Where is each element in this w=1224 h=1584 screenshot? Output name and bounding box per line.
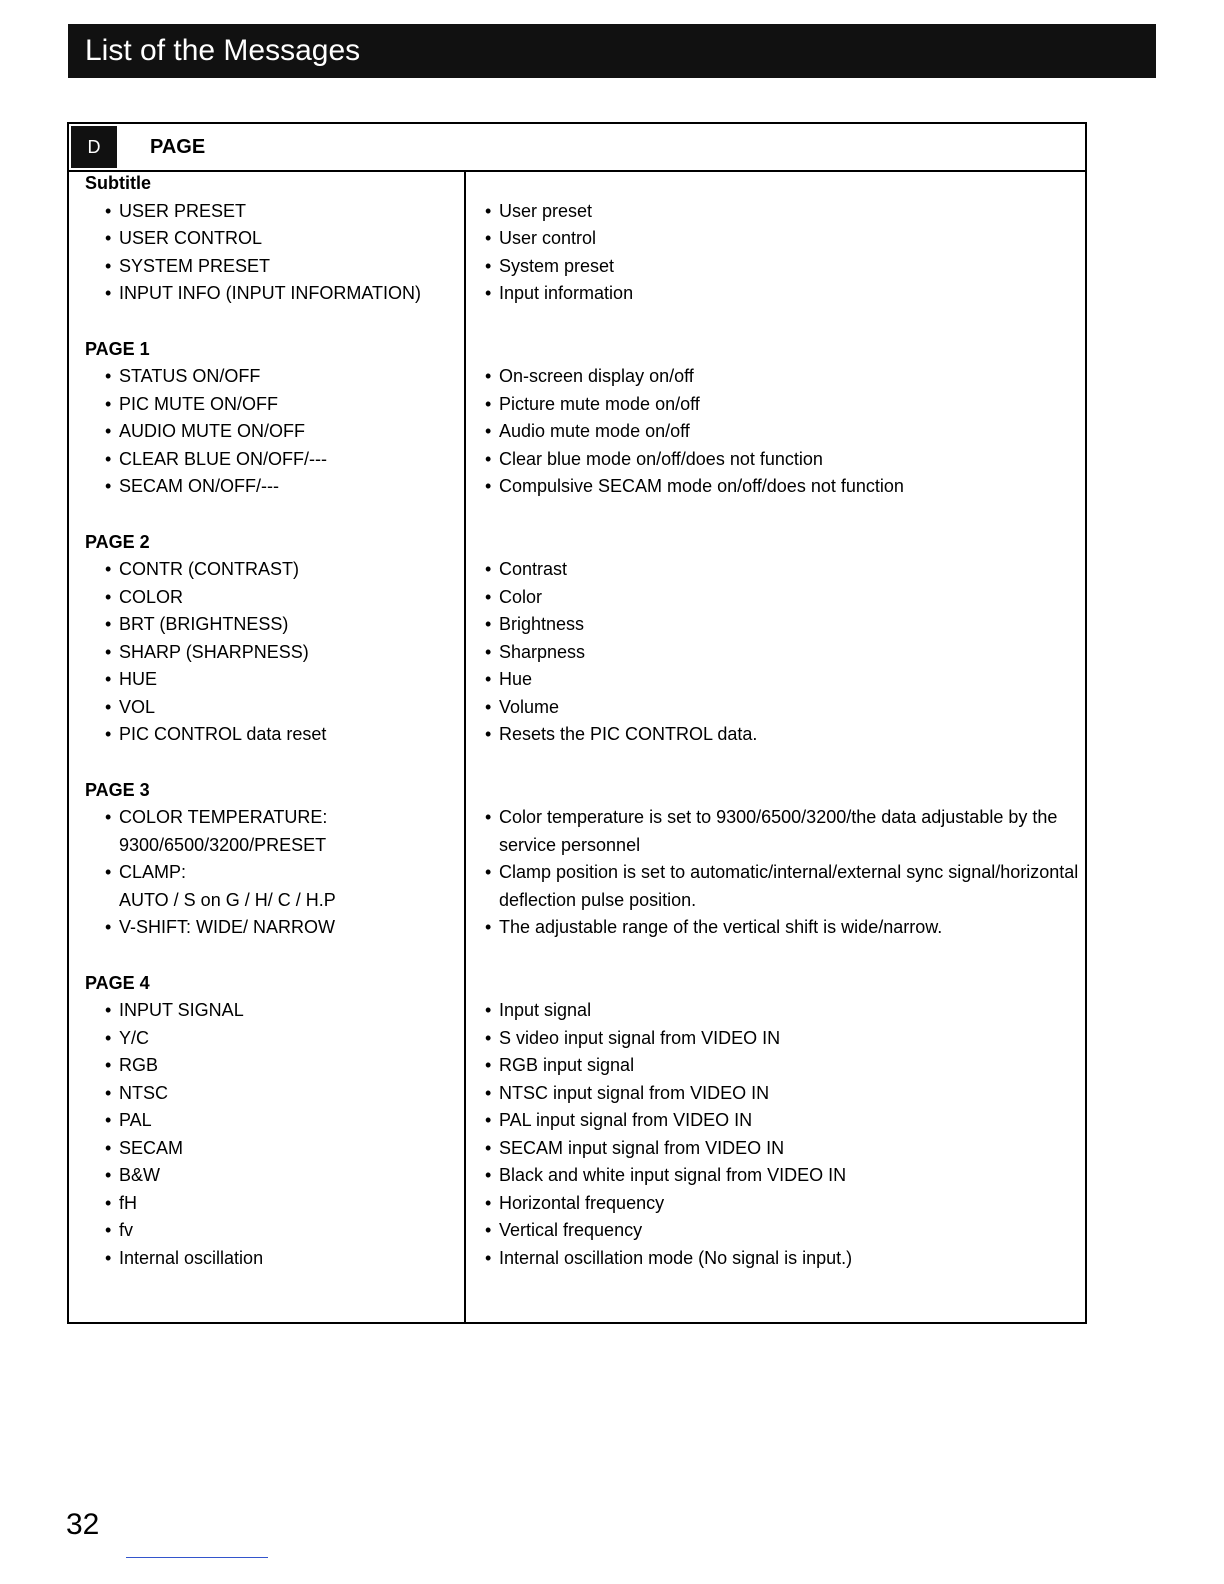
description-item: • PAL input signal from VIDEO IN [485, 1107, 1078, 1135]
description-item: • Picture mute mode on/off [485, 391, 1078, 419]
description-item: • User control [485, 225, 1078, 253]
list-item: • INPUT INFO (INPUT INFORMATION) [105, 280, 421, 308]
description-item: • Audio mute mode on/off [485, 418, 1078, 446]
description-item: • SECAM input signal from VIDEO IN [485, 1135, 1078, 1163]
description-item: • Input signal [485, 997, 1078, 1025]
table-header [69, 124, 1085, 172]
description-item: • Vertical frequency [485, 1217, 1078, 1245]
description-item: • Clear blue mode on/off/does not function [485, 446, 1078, 474]
list-item: • CLEAR BLUE ON/OFF/--- [105, 446, 421, 474]
list-page4 [85, 997, 421, 1272]
list-item: • USER PRESET [105, 198, 421, 226]
desc-page1 [485, 363, 1078, 501]
list-item: • PAL [105, 1107, 421, 1135]
list-item-line: 9300/6500/3200/PRESET [119, 834, 327, 855]
block-title-page4: PAGE 4 [85, 972, 150, 993]
message-table [67, 122, 1087, 1324]
description-item: • Contrast [485, 556, 1078, 584]
list-item [105, 859, 421, 914]
list-page2 [85, 556, 421, 749]
list-item: • PIC MUTE ON/OFF [105, 391, 421, 419]
description-item: • System preset [485, 253, 1078, 281]
description-item: • RGB input signal [485, 1052, 1078, 1080]
list-item-line: • CLAMP: [119, 862, 187, 882]
description-item: • Hue [485, 666, 1078, 694]
description-item: • Black and white input signal from VIDEO IN [485, 1162, 1078, 1190]
section-tag: D [71, 126, 117, 168]
list-item: • fH [105, 1190, 421, 1218]
list-item: • Y/C [105, 1025, 421, 1053]
list-item-line: AUTO / S on G / H/ C / H.P [119, 889, 336, 910]
list-item: • STATUS ON/OFF [105, 363, 421, 391]
description-line: • Clamp position is set to automatic/internal/external sync signal/horizontal [499, 862, 1079, 882]
description-item: • Sharpness [485, 639, 1078, 667]
description-item: • Compulsive SECAM mode on/off/does not function [485, 473, 1078, 501]
list-item: • SECAM ON/OFF/--- [105, 473, 421, 501]
list-item [105, 914, 421, 942]
list-item: • RGB [105, 1052, 421, 1080]
list-item: • INPUT SIGNAL [105, 997, 421, 1025]
desc-subtitle [485, 198, 1078, 308]
desc-page4 [485, 997, 1078, 1272]
description-item: • Brightness [485, 611, 1078, 639]
description-item: • Resets the PIC CONTROL data. [485, 721, 1078, 749]
list-item: • SYSTEM PRESET [105, 253, 421, 281]
title-banner [68, 24, 1156, 78]
description-item: • Volume [485, 694, 1078, 722]
footer-rule [126, 1557, 268, 1558]
description-item: • Color [485, 584, 1078, 612]
list-subtitle [85, 198, 421, 308]
description-item: • Input information [485, 280, 1078, 308]
list-item [105, 804, 421, 859]
desc-page2 [485, 556, 1078, 749]
list-item: • SECAM [105, 1135, 421, 1163]
description-item [485, 804, 1078, 859]
list-item-line: • V-SHIFT: WIDE/ NARROW [119, 917, 335, 937]
column-divider [464, 171, 466, 1322]
list-item: • BRT (BRIGHTNESS) [105, 611, 421, 639]
block-title-page3: PAGE 3 [85, 779, 150, 800]
description-item: • User preset [485, 198, 1078, 226]
left-column [85, 170, 421, 1272]
list-item: • USER CONTROL [105, 225, 421, 253]
list-item: • SHARP (SHARPNESS) [105, 639, 421, 667]
list-item: • HUE [105, 666, 421, 694]
block-title-page1: PAGE 1 [85, 338, 150, 359]
page-title: List of the Messages [85, 34, 361, 67]
list-item: • COLOR [105, 584, 421, 612]
list-item: • AUDIO MUTE ON/OFF [105, 418, 421, 446]
list-item: • NTSC [105, 1080, 421, 1108]
desc-page3 [485, 804, 1078, 942]
list-page1 [85, 363, 421, 501]
description-line: • The adjustable range of the vertical shift is wide/narrow. [499, 917, 943, 937]
list-item: • VOL [105, 694, 421, 722]
description-line: service personnel [499, 834, 641, 855]
list-item: • PIC CONTROL data reset [105, 721, 421, 749]
description-item: • Horizontal frequency [485, 1190, 1078, 1218]
description-item: • On-screen display on/off [485, 363, 1078, 391]
description-item [485, 859, 1078, 914]
list-page3 [85, 804, 421, 942]
description-item: • Internal oscillation mode (No signal is input.) [485, 1245, 1078, 1273]
list-item: • Internal oscillation [105, 1245, 421, 1273]
block-title-subtitle: Subtitle [85, 173, 151, 193]
description-line: • Color temperature is set to 9300/6500/3200/the data adjustable by the [499, 807, 1058, 827]
list-item: • CONTR (CONTRAST) [105, 556, 421, 584]
list-item: • fv [105, 1217, 421, 1245]
list-item-line: • COLOR TEMPERATURE: [119, 807, 328, 827]
block-title-page2: PAGE 2 [85, 531, 150, 552]
right-column [485, 170, 1078, 1272]
section-heading: PAGE [150, 136, 206, 158]
description-item [485, 914, 1078, 942]
page-number: 32 [66, 1508, 100, 1541]
list-item: • B&W [105, 1162, 421, 1190]
description-line: deflection pulse position. [499, 889, 697, 910]
description-item: • NTSC input signal from VIDEO IN [485, 1080, 1078, 1108]
description-item: • S video input signal from VIDEO IN [485, 1025, 1078, 1053]
